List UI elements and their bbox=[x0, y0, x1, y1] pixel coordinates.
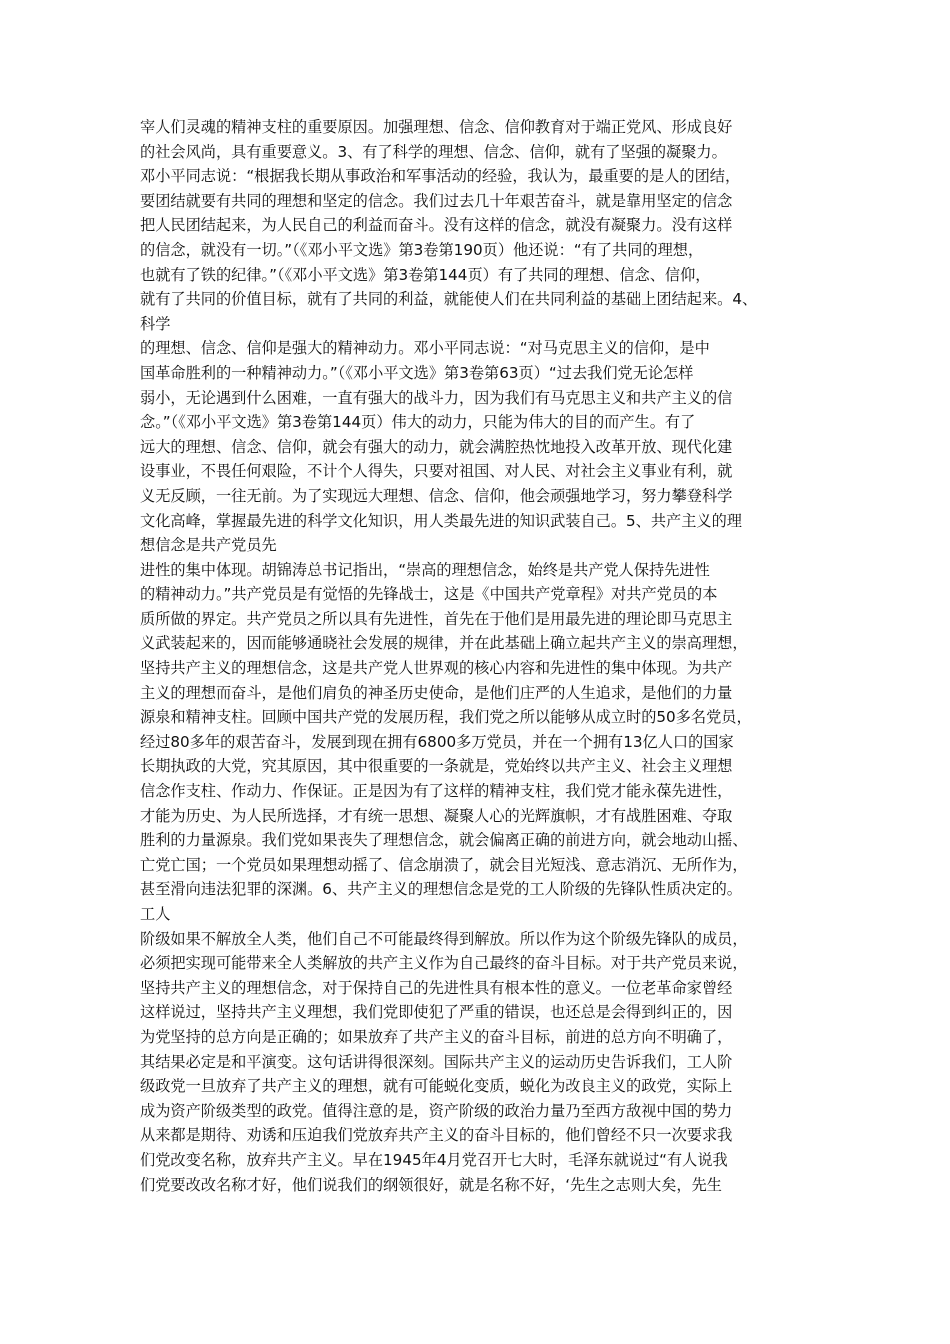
text-line: 从来都是期待、劝诱和压迫我们党放弃共产主义的奋斗目标的，他们曾经不只一次要求我 bbox=[140, 1126, 733, 1145]
text-line: 们党要改改名称才好，他们说我们的纲领很好，就是名称不好，‘先生之志则大矣，先生 bbox=[140, 1175, 722, 1194]
text-line: 其结果必定是和平演变。这句话讲得很深刻。国际共产主义的运动历史告诉我们，工人阶 bbox=[140, 1052, 733, 1071]
text-line: 级政党一旦放弃了共产主义的理想，就有可能蜕化变质，蜕化为改良主义的政党，实际上 bbox=[140, 1077, 733, 1096]
text-line: 主义的理想而奋斗，是他们肩负的神圣历史使命，是他们庄严的人生追求，是他们的力量 bbox=[140, 683, 733, 702]
text-line: 为党坚持的总方向是正确的；如果放弃了共产主义的奋斗目标，前进的总方向不明确了， bbox=[140, 1027, 733, 1046]
text-line: 的精神动力。”共产党员是有觉悟的先锋战士，这是《中国共产党章程》对共产党员的本 bbox=[140, 585, 718, 604]
text-line: 源泉和精神支柱。回顾中国共产党的发展历程，我们党之所以能够从成立时的50多名党员， bbox=[140, 708, 752, 727]
text-line: 成为资产阶级类型的政党。值得注意的是，资产阶级的政治力量乃至西方敌视中国的势力 bbox=[140, 1101, 733, 1120]
text-line: 要团结就要有共同的理想和坚定的信念。我们过去几十年艰苦奋斗，就是靠用坚定的信念 bbox=[140, 191, 733, 210]
text-line: 信念作支柱、作动力、作保证。正是因为有了这样的精神支柱，我们党才能永葆先进性， bbox=[140, 782, 733, 801]
text-line: 进性的集中体现。胡锦涛总书记指出，“崇高的理想信念，始终是共产党人保持先进性 bbox=[140, 560, 710, 579]
text-line: 也就有了铁的纪律。”（《邓小平文选》第3卷第144页）有了共同的理想、信念、信仰， bbox=[140, 265, 711, 284]
text-line: 的理想、信念、信仰是强大的精神动力。邓小平同志说：“对马克思主义的信仰，是中 bbox=[140, 339, 710, 358]
text-line: 远大的理想、信念、信仰，就会有强大的动力，就会满腔热忱地投入改革开放、现代化建 bbox=[140, 437, 733, 456]
text-line: 必须把实现可能带来全人类解放的共产主义作为自己最终的奋斗目标。对于共产党员来说， bbox=[140, 954, 748, 973]
text-line: 邓小平同志说：“根据我长期从事政治和军事活动的经验，我认为，最重要的是人的团结， bbox=[140, 167, 741, 186]
text-line: 胜利的力量源泉。我们党如果丧失了理想信念，就会偏离正确的前进方向，就会地动山摇、 bbox=[140, 831, 748, 850]
text-line: 想信念是共产党员先 bbox=[140, 536, 277, 555]
text-line: 长期执政的大党，究其原因，其中很重要的一条就是，党始终以共产主义、社会主义理想 bbox=[140, 757, 733, 776]
text-line: 这样说过，坚持共产主义理想，我们党即使犯了严重的错误，也还总是会得到纠正的，因 bbox=[140, 1003, 733, 1022]
text-line: 经过80多年的艰苦奋斗，发展到现在拥有6800多万党员，并在一个拥有13亿人口的国家 bbox=[140, 732, 734, 751]
text-line: 阶级如果不解放全人类，他们自己不可能最终得到解放。所以作为这个阶级先锋队的成员， bbox=[140, 929, 748, 948]
text-line: 甚至滑向违法犯罪的深渊。6、共产主义的理想信念是党的工人阶级的先锋队性质决定的。 bbox=[140, 880, 742, 899]
text-line: 质所做的界定。共产党员之所以具有先进性，首先在于他们是用最先进的理论即马克思主 bbox=[140, 609, 733, 628]
text-line: 文化高峰，掌握最先进的科学文化知识，用人类最先进的知识武装自己。5、共产主义的理 bbox=[140, 511, 742, 530]
text-line: 才能为历史、为人民所选择，才有统一思想、凝聚人心的光辉旗帜，才有战胜困难、夺取 bbox=[140, 806, 733, 825]
text-line: 义无反顾，一往无前。为了实现远大理想、信念、信仰，他会顽强地学习，努力攀登科学 bbox=[140, 486, 733, 505]
text-line: 就有了共同的价值目标，就有了共同的利益，就能使人们在共同利益的基础上团结起来。4、 bbox=[140, 290, 758, 309]
text-line: 亡党亡国；一个党员如果理想动摇了、信念崩溃了，就会目光短浅、意志消沉、无所作为， bbox=[140, 855, 748, 874]
text-line: 们党改变名称，放弃共产主义。早在1945年4月党召开七大时，毛泽东就说过“有人说我 bbox=[140, 1150, 728, 1169]
text-line: 把人民团结起来，为人民自己的利益而奋斗。没有这样的信念，就没有凝聚力。没有这样 bbox=[140, 216, 733, 235]
text-line: 国革命胜利的一种精神动力。”（《邓小平文选》第3卷第63页）“过去我们党无论怎样 bbox=[140, 363, 694, 382]
text-line: 坚持共产主义的理想信念，这是共产党人世界观的核心内容和先进性的集中体现。为共产 bbox=[140, 659, 733, 678]
text-line: 念。”（《邓小平文选》第3卷第144页）伟大的动力，只能为伟大的目的而产生。有了 bbox=[140, 413, 696, 432]
text-line: 弱小，无论遇到什么困难，一直有强大的战斗力，因为我们有马克思主义和共产主义的信 bbox=[140, 388, 733, 407]
text-line: 的社会风尚，具有重要意义。3、有了科学的理想、信念、信仰，就有了坚强的凝聚力。 bbox=[140, 142, 727, 161]
document-body bbox=[140, 115, 840, 1197]
text-line: 设事业，不畏任何艰险，不计个人得失，只要对祖国、对人民、对社会主义事业有利，就 bbox=[140, 462, 733, 481]
text-line: 科学 bbox=[140, 314, 171, 333]
text-line: 义武装起来的，因而能够通晓社会发展的规律，并在此基础上确立起共产主义的崇高理想， bbox=[140, 634, 748, 653]
text-line: 宰人们灵魂的精神支柱的重要原因。加强理想、信念、信仰教育对于端正党风、形成良好 bbox=[140, 118, 733, 136]
text-line: 的信念，就没有一切。”（《邓小平文选》第3卷第190页）他还说：“有了共同的理想， bbox=[140, 240, 704, 259]
text-line: 坚持共产主义的理想信念，对于保持自己的先进性具有根本性的意义。一位老革命家曾经 bbox=[140, 978, 733, 997]
text-line: 工人 bbox=[140, 905, 171, 923]
